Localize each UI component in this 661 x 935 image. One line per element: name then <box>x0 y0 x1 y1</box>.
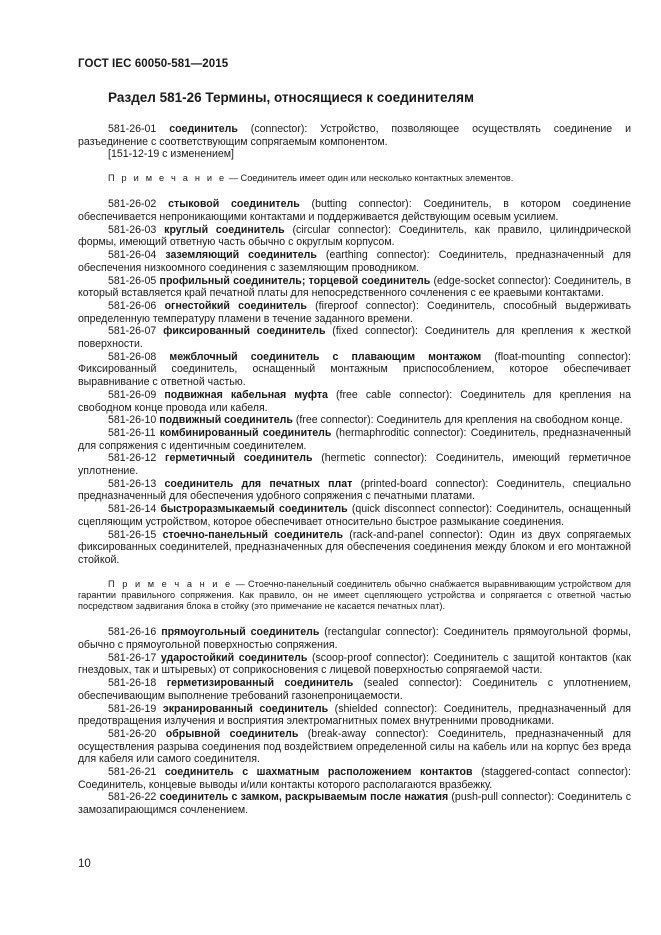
term-name: герметизированный соединитель <box>166 677 354 690</box>
term-entry <box>78 478 631 503</box>
term-name: межблочный соединитель с плавающим монтажом <box>169 350 482 363</box>
note-label: П р и м е ч а н и е <box>108 173 227 184</box>
term-definition: (sealed connector): Соединитель с уплотнением, обеспечивающим выполнение требований газонепроницаемости. <box>78 677 631 702</box>
term-definition: (butting connector): Соединитель, в котором соединение обеспечивается непроникающими контактами и поддерживается действующим осевым усилием. <box>78 198 631 224</box>
term-definition: (break-away connector): Соединитель, предназначенный для осуществления разрыва соединения под воздействием определенной силы на кабель или на корпус без вреда для кабеля или самого соединителя. <box>78 727 631 766</box>
term-number: 581-26-21 <box>108 766 157 779</box>
term-number: 581-26-01 <box>108 123 157 135</box>
term-name: стоечно-панельный соединитель <box>162 528 343 541</box>
term-number: 581-26-20 <box>108 727 157 740</box>
term-name: соединитель с шахматным расположением контактов <box>164 766 473 779</box>
term-number: 581-26-10 <box>108 414 157 427</box>
term-number: 581-26-02 <box>108 198 157 211</box>
term-entry <box>78 123 631 148</box>
term-entry <box>78 452 631 477</box>
term-entry <box>78 652 631 677</box>
document-header: ГОСТ IEC 60050-581—2015 <box>78 58 229 70</box>
term-definition: (earthing connector): Соединитель, предназначенный для обеспечения низкоомного соединения с заземляющим проводником. <box>78 249 632 274</box>
term-definition: (scoop-proof connector): Соединитель с защитой контактов (как гнездовых, так и штыревых) от соприкосновения с лицевой поверхностью сопрягаемой части. <box>78 651 631 677</box>
term-number: 581-26-08 <box>108 350 157 363</box>
term-number: 581-26-18 <box>108 677 157 690</box>
term-entry <box>78 703 631 728</box>
term-name: круглый соединитель <box>164 223 285 236</box>
term-number: 581-26-09 <box>108 388 157 401</box>
term-name: прямоугольный соединитель <box>161 626 320 639</box>
term-number: 581-26-22 <box>108 791 157 804</box>
term-entry <box>78 766 631 791</box>
term-definition: (hermaphroditic connector): Соединитель, предназначенный для сопряжения с идентичным соединителем. <box>78 426 631 452</box>
term-entry <box>78 275 631 300</box>
term-entry <box>78 249 631 274</box>
term-entry <box>78 728 631 766</box>
term-entry <box>78 427 631 452</box>
term-name: экранированный соединитель <box>162 702 329 715</box>
term-definition: (hermetic connector): Соединитель, имеющий герметичное уплотнение. <box>78 452 631 478</box>
term-entry <box>78 529 631 567</box>
term-definition: (staggered-contact connector): Соединитель, концевые выводы и/или контакты которого располагаются вразбежку. <box>78 766 631 791</box>
term-definition: (connector): Устройство, позволяющее осуществлять соединение и разъединение с соответствующим сопрягаемым компонентом. <box>78 123 631 148</box>
term-entry <box>78 503 631 528</box>
term-number: 581-26-05 <box>108 274 157 287</box>
term-name: подвижный соединитель <box>159 414 293 427</box>
term-number: 581-26-06 <box>108 299 157 312</box>
term-list-a <box>78 198 631 566</box>
term-name: фиксированный соединитель <box>163 325 326 338</box>
term-definition: (edge-socket connector): Соединитель, в который вставляется край печатной платы для непосредственного сочленения с ее краевыми контактами. <box>78 274 631 300</box>
term-definition: (rack-and-panel connector): Один из двух сопрягаемых фиксированных соединителей, предназначенных для обеспечения соединения между блоком и его монтажной стойкой. <box>78 528 631 566</box>
term-definition: (quick disconnect connector): Соединитель, оснащенный сцепляющим устройством, которое обеспечивает относительно быстрое размыкание соединения. <box>78 503 631 528</box>
term-definition: (fireproof connector): Соединитель, способный выдерживать определенную температуру пламени в течение заданного времени. <box>78 299 631 325</box>
term-name: стыковой соединитель <box>168 198 300 211</box>
note <box>78 579 631 613</box>
term-entry <box>78 325 631 350</box>
term-number: 581-26-07 <box>108 325 157 338</box>
term-definition: (float-mounting connector): Фиксированный соединитель, оснащенный монтажным приспособлением, которое обеспечивает выравнивание с ответной частью. <box>78 350 631 389</box>
term-name: ударостойкий соединитель <box>160 651 308 664</box>
term-reference: [151-12-19 с изменением] <box>108 148 235 161</box>
term-name: обрывной соединитель <box>165 727 299 740</box>
term-entry <box>78 389 631 414</box>
term-number: 581-26-15 <box>108 528 157 541</box>
term-name: соединитель <box>169 123 238 135</box>
term-definition: (rectangular connector): Соединитель прямоугольной формы, обычно с прямоугольной поверхностью сопряжения. <box>78 626 631 652</box>
term-number: 581-26-19 <box>108 702 157 715</box>
term-name: подвижная кабельная муфта <box>164 388 328 401</box>
term-definition: (printed-board connector): Соединитель, специально предназначенный для обеспечения удобного сопряжения с печатными платами. <box>78 477 631 503</box>
term-name: профильный соединитель; торцевой соединитель <box>159 274 431 287</box>
term-name: соединитель с замком, раскрываемым после нажатия <box>159 791 449 804</box>
term-list-b <box>78 626 631 817</box>
page-number: 10 <box>78 858 91 870</box>
term-entry <box>78 791 631 816</box>
term-name: заземляющий соединитель <box>165 249 317 262</box>
term-definition: (free connector): Соединитель для крепления на свободном конце. <box>292 414 623 427</box>
term-number: 581-26-04 <box>108 249 157 262</box>
term-definition: (free cable connector): Соединитель для крепления на свободном конце провода или кабеля. <box>78 388 631 414</box>
term-number: 581-26-12 <box>108 452 157 465</box>
term-definition: (circular connector): Соединитель, как правило, цилиндрической формы, имеющий ответную часть обычно с округлым корпусом. <box>78 223 631 249</box>
term-entry <box>78 677 631 702</box>
term-number: 581-26-13 <box>108 477 157 490</box>
term-entry <box>78 198 631 223</box>
term-entry <box>78 300 631 325</box>
term-definition: (push-pull connector): Соединитель с замозапирающимся сочленением. <box>78 791 631 817</box>
term-entry <box>78 626 631 651</box>
term-number: 581-26-16 <box>108 626 157 639</box>
note-label: П р и м е ч а н и е <box>108 578 233 589</box>
term-name: герметичный соединитель <box>165 452 313 465</box>
term-name: комбинированный соединитель <box>159 426 332 439</box>
section-title: Раздел 581-26 Термины, относящиеся к соединителям <box>108 90 474 105</box>
term-entry <box>78 414 631 427</box>
term-definition: (fixed connector): Соединитель для крепления к жесткой поверхности. <box>78 325 632 351</box>
term-number: 581-26-14 <box>108 503 157 516</box>
term-number: 581-26-11 <box>108 426 156 439</box>
term-entry <box>78 351 631 389</box>
term-entry <box>78 224 631 249</box>
term-number: 581-26-17 <box>108 651 157 664</box>
term-name: огнестойкий соединитель <box>164 299 307 312</box>
term-number: 581-26-03 <box>108 223 157 236</box>
note-text: — Стоечно-панельный соединитель обычно снабжается выравнивающим устройством для гарантии правильного сопряжения. Как правило, он не имеет сцепляющего устройства и сопрягается с ответной частью посредством задвигания блока в стойку (это примечание не касается печатных плат). <box>78 578 631 612</box>
term-definition: (shielded connector): Соединитель, предназначенный для предотвращения излучения и восприятия электромагнитных помех внутренними проводниками. <box>78 702 631 728</box>
note <box>78 173 631 184</box>
term-name: быстроразмыкаемый соединитель <box>160 503 348 516</box>
note-text: — Соединитель имеет один или несколько контактных элементов. <box>226 173 514 184</box>
term-name: соединитель для печатных плат <box>164 477 353 490</box>
